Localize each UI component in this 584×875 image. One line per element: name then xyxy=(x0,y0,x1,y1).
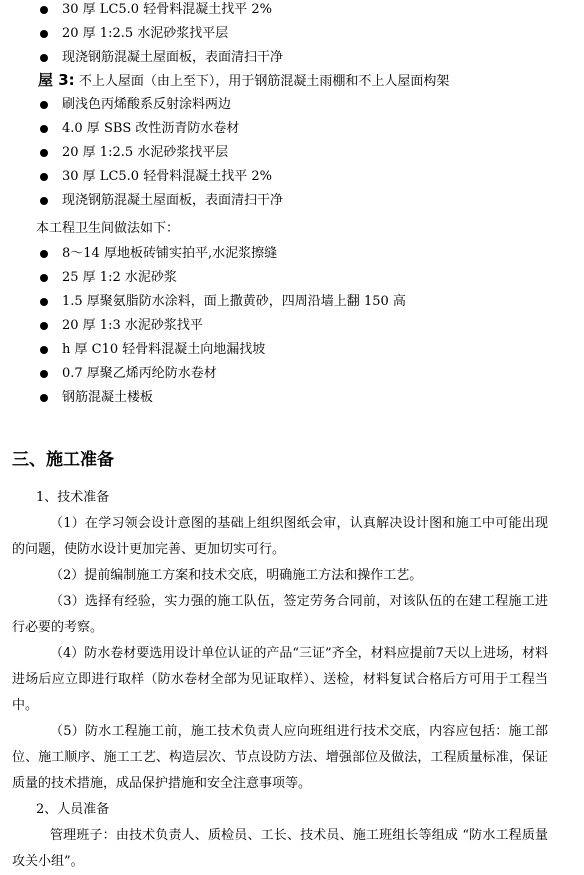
bullet-icon xyxy=(40,370,48,378)
bullet-icon xyxy=(40,197,48,205)
bullet-icon xyxy=(40,346,48,354)
roof3-heading xyxy=(0,67,449,93)
list-item-text: 0.7 厚聚乙烯丙纶防水卷材 xyxy=(62,366,217,381)
list-item-text: 钢筋混凝土楼板 xyxy=(62,390,154,405)
list-item-text: 刷浅色丙烯酸系反射涂料两边 xyxy=(62,97,232,112)
paragraph: （5）防水工程施工前，施工技术负责人应向班组进行技术交底，内容应包括：施工部位、施工顺序、施工工艺、构造层次、节点设防方法、增强部位及做法，工程质量标准，保证质量的技术措施，成品保护措施和安全注意事项等。 xyxy=(12,724,548,791)
paragraph: （1）在学习领会设计意图的基础上组织图纸会审，认真解决设计图和施工中可能出现的问题，使防水设计更加完善、更加切实可行。 xyxy=(12,516,548,557)
list-item xyxy=(0,93,584,117)
bullet-icon xyxy=(40,173,48,181)
list-item xyxy=(0,338,584,362)
bullet-icon xyxy=(40,149,48,157)
roof3-label: 屋 3: xyxy=(38,71,75,89)
bathroom-list xyxy=(0,242,584,410)
list-item-text: 现浇钢筋混凝土屋面板，表面清扫干净 xyxy=(62,50,284,65)
bullet-icon xyxy=(40,101,48,109)
list-item xyxy=(0,0,584,22)
list-item-text: 20 厚 1:2.5 水泥砂浆找平层 xyxy=(62,26,229,41)
bullet-icon xyxy=(40,274,48,282)
list-item-text: 20 厚 1:3 水泥砂浆找平 xyxy=(62,318,203,333)
list-item xyxy=(0,386,584,410)
list-item xyxy=(0,290,584,314)
list-item xyxy=(0,117,584,141)
list-item xyxy=(0,141,584,165)
list-item xyxy=(0,22,584,46)
list-item xyxy=(0,165,584,189)
bullet-icon xyxy=(40,125,48,133)
list-item-text: 8～14 厚地板砖铺实拍平,水泥浆擦缝 xyxy=(62,246,278,261)
roof3-list xyxy=(0,93,584,213)
bullet-icon xyxy=(40,6,48,14)
bullet-icon xyxy=(40,30,48,38)
bullet-icon xyxy=(40,54,48,62)
list-item-text: 20 厚 1:2.5 水泥砂浆找平层 xyxy=(62,145,229,160)
bullet-icon xyxy=(40,298,48,306)
list-item xyxy=(0,266,584,290)
paragraph: （3）选择有经验，实力强的施工队伍，签定劳务合同前，对该队伍的在建工程施工进行必要的考察。 xyxy=(12,594,548,635)
section-title: 三、施工准备 xyxy=(12,450,114,470)
list-item-text: 现浇钢筋混凝土屋面板，表面清扫干净 xyxy=(62,193,284,208)
list-item xyxy=(0,362,584,386)
bullet-icon xyxy=(40,394,48,402)
list-item-text: 1.5 厚聚氨脂防水涂料，面上撒黄砂，四周沿墙上翻 150 高 xyxy=(62,294,406,309)
roof-list-top xyxy=(0,0,584,70)
tech-prep-heading: 1、技术准备 xyxy=(36,490,110,505)
paragraph: 管理班子：由技术负责人、质检员、工长、技术员、施工班组长等组成 “防水工程质量攻关小组”。 xyxy=(12,828,548,869)
roof3-description: 不上人屋面（由上至下），用于钢筋混凝土雨棚和不上人屋面构架 xyxy=(78,74,450,89)
list-item-text: h 厚 C10 轻骨料混凝土向地漏找坡 xyxy=(62,342,266,357)
list-item xyxy=(0,314,584,338)
paragraph: （4）防水卷材要选用设计单位认证的产品“三证”齐全，材料应提前7天以上进场，材料进场后应立即进行取样（防水卷材全部为见证取样）、送检，材料复试合格后方可用于工程当中。 xyxy=(12,646,548,713)
list-item xyxy=(0,242,584,266)
bathroom-intro: 本工程卫生间做法如下： xyxy=(36,221,180,236)
list-item xyxy=(0,189,584,213)
list-item-text: 4.0 厚 SBS 改性沥青防水卷材 xyxy=(62,121,240,136)
list-item-text: 30 厚 LC5.0 轻骨料混凝土找平 2% xyxy=(62,169,272,184)
list-item-text: 25 厚 1:2 水泥砂浆 xyxy=(62,270,177,285)
list-item-text: 30 厚 LC5.0 轻骨料混凝土找平 2% xyxy=(62,2,272,17)
bullet-icon xyxy=(40,250,48,258)
tech-prep-paragraphs xyxy=(0,511,548,875)
paragraph: （2）提前编制施工方案和技术交底，明确施工方法和操作工艺。 xyxy=(50,568,423,583)
staff-prep-heading: 2、人员准备 xyxy=(36,802,110,817)
bullet-icon xyxy=(40,322,48,330)
